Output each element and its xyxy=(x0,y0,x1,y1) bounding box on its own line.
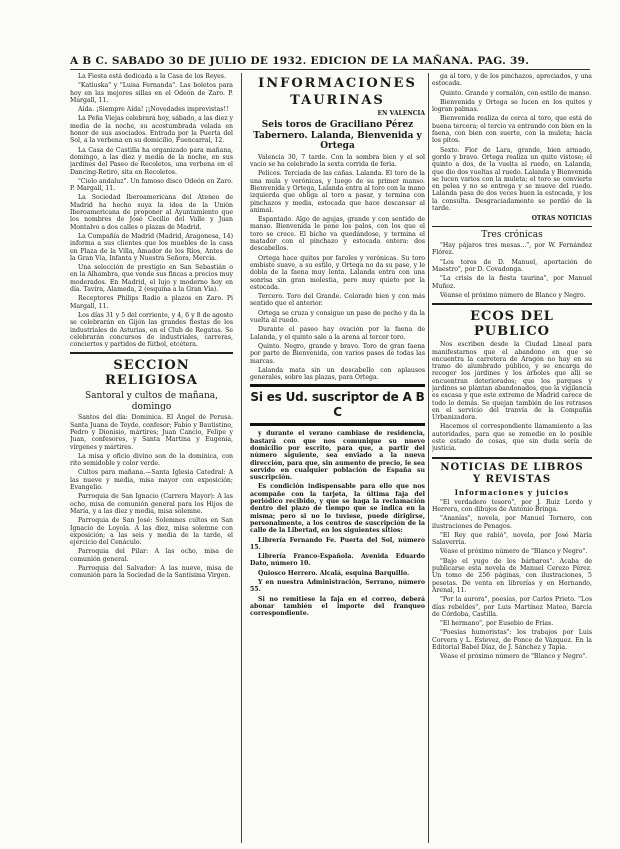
news-item: La Peña Viejas celebrará hoy, sábado, a las diez y media de la noche, su acostumbrada velada en honor de sus asociados. Entrada por la Puerta del Sol, a la verbena en su domicilio, Fuencarral, 12. xyxy=(70,115,233,145)
bullfight-paragraph: Pelices. Terciada de las cañas. Lalanda. El toro de la una mula y verónicas, y luego de su primer manso. Bienvenida y Ortega, Lalanda entra al toro con la mano izquierda que obliga al toro a pasar, y termina con pinchazos y media, estocada que hace descansar al animal. xyxy=(250,170,425,214)
section-religiosa-subtitle: Santoral y cultos de mañana, domingo xyxy=(85,391,218,412)
subscriber-address: Quiosco Herrero. Alcalá, esquina Barquillo. xyxy=(258,569,410,577)
religious-item: Santos del día: Dominica. El Ángel de Perusa. Santa Juana de Teyde, confesor; Fabio y Bautistino, Pedro y Dionisio, mártires; Juan Cancio, Felipe y Juan, confesores, y Santa Martina y Eugenia, vírgenes y mártires. xyxy=(70,414,233,451)
ecos-title: ECOS DEL PUBLICO xyxy=(470,309,554,340)
tres-cronicas-title: Tres crónicas xyxy=(481,229,543,240)
book-item: Véase el próximo número de "Blanco y Negro". xyxy=(440,653,588,661)
religious-item: Cultos para mañana.—Santa Iglesia Catedral: A las nueve y media, misa mayor con exposición; Evangelio. xyxy=(70,469,233,492)
bullfight-paragraph: Ortega hace quites por faroles y verónicas. Su toro embiste suave, a su estilo, y Ortega no da su pase, y le dobla de la faena muy lenta. Lalanda entra con una sonrisa sin gran molestia, pero muy quieto por la estocada. xyxy=(250,254,425,291)
news-item: Los días 31 y 5 del corriente, y 4, 6 y 8 de agosto se celebrarán en Gijón las grandes fiestas de los industriales de Asturias, en el Club de Regatas. Se celebrarán concursos de industriales, carreras, conciertos y partidos de fútbol, etcétera. xyxy=(70,311,233,349)
subscriber-paragraph: y durante el verano cambiase de residencia, bastará con que nos comunique su nuevo domicilio por escrito, para que, a partir del número siguiente, sea enviado a la nueva dirección, para que, sin aumento de precio, le sea servido en cualquier población de España su suscripción. xyxy=(250,430,425,482)
subscriber-address: Librería Franco-Española. Avenida Eduardo Dato, número 10. xyxy=(250,553,425,568)
subscriber-address: Y en nuestra Administración, Serrano, número 55. xyxy=(250,579,425,594)
column-2 xyxy=(250,73,425,843)
bullfight-paragraph: Tercero. Toro del Grande. Colorado bien y con más sentido que el anterior. xyxy=(250,293,425,308)
column-3 xyxy=(432,73,592,843)
informaciones-juicios-title: Informaciones y juicios xyxy=(454,487,570,497)
column-separator xyxy=(241,73,242,843)
section-divider xyxy=(432,303,592,305)
religious-item: Parroquia de San Ignacio (Carrera Mayor): A las ocho, misa de comunión general para los Hijos de María, y a las diez y media, misa solemne. xyxy=(70,493,233,515)
revistas-title: Y REVISTAS xyxy=(472,474,552,486)
news-item: "Katiuska" y "Luisa Fernanda". Las boletos para hoy en las mejores sillas en el Odeón de Zaro. P. Margall, 11. xyxy=(70,82,233,104)
header-rule xyxy=(70,69,590,70)
book-item: "Ananías", novela, por Manuel Tornero, con ilustraciones de Penagos. xyxy=(432,515,592,530)
section-divider xyxy=(432,457,592,459)
subscriber-address: Librería Fernando Fe. Puerta del Sol, número 15. xyxy=(250,536,425,551)
bullfight-paragraph: Bienvenida realiza de cerca al toro, que está de buena tercera; el tercio va entrando con bien en la faena, con bien con suerte, con la muleta; hacía los pitos. xyxy=(432,115,592,145)
section-divider xyxy=(432,226,592,227)
informaciones-title: INFORMACIONES xyxy=(258,76,417,91)
news-item: La Casa de Castilla ha organizado para mañana, domingo, a las diez y media de la noche, en sus jardines del Paseo de Recoletos, una verbena en el Dancing-Retiro, sita en Recoletos. xyxy=(70,146,233,176)
subscriber-paragraph: Es condición indispensable para ello que nos acompañe con la tarjeta, la última faja del periódico recibido, y que se haga la reclamación dentro del plazo de tiempo que se indica en la misma; pero si no lo tuviese, puede dirigirse, personalmente, a los centros de suscripción de la calle de la Libertad, en los siguientes sitios: xyxy=(250,483,425,535)
column-separator xyxy=(428,73,429,843)
section-divider xyxy=(70,352,233,354)
book-item: "El hermano", por Eusebio de Frías. xyxy=(440,620,554,628)
chronicle-item: Véanse el próximo número de Blanco y Negro. xyxy=(440,291,586,299)
bullfight-headline: Seis toros de Graciliano Pérez Tabernero. Lalanda, Bienvenida y Ortega xyxy=(253,120,422,152)
book-item: "Poesías humoristas": los trabajos por Luis Corvera y L. Estevez, de Ponce de Vázquez. En la Editorial Babel Díaz, de J. Sánchez y Tapia. xyxy=(432,629,592,652)
news-item: Aída. ¡Siempre Aída! ¡¡Novedades imprevistas!! xyxy=(78,106,229,114)
page-header: A B C. SABADO 30 DE JULIO DE 1932. EDICION DE LA MAÑANA. PAG. 39. xyxy=(70,55,530,67)
news-item: La Compañía de Madrid (Madrid, Aragonesa, 14) informa a sus clientes que los muebles de la casa en Plaza de la Villa, Amador de los Ríos, Antes de la Gran Vía, Infanta y Nuestra Señora, Mercia. xyxy=(70,232,233,262)
religious-item: La misa y oficio divino son de la dominica, con rito semidoble y color verde. xyxy=(70,452,233,468)
book-item: Véase el próximo número de "Blanco y Negro". xyxy=(440,548,588,556)
religious-item: Parroquia del Salvador: A las nueve, misa de comunión para la Sociedad de la Santísima Virgen. xyxy=(70,565,233,580)
bullfight-paragraph: Sexto. Flor de Lara, grande, bien armado, gordo y bravo. Ortega realiza un quite vistoso; el quinto a dos, de la vuelta al ruedo, en Lalanda, que dio dos vueltas al ruedo. Lalanda y Bienvenida se lucen varios con la muleta; el toro se convierte en pelea y no se entrega y se mueve del ruedo. Lalanda pasa de dos veces buen la estocada, y los la consulta. Desgraciadamente se perdió de la tarde. xyxy=(432,146,592,213)
religious-item: Parroquia de San José: Solemnes cultos en San Ignacio de Loyola. A las diez, misa solemne con exposición; a las seis y media de la tarde, el ejercicio del Cenáculo. xyxy=(70,517,233,547)
book-item: "Bajo el yugo de los bárbaros". Acaba de publicarse esta novela de Manuel Cerezo Pérez. Un tomo de 256 páginas, con ilustraciones, 5 pesetas. De venta en librerías y en Hernando, Arenal, 11. xyxy=(432,557,592,594)
bullfight-paragraph: Valencia 30, 7 tarde. Con la sombra bien y el sol vacío se ha celebrado la sexta corrida de feria. xyxy=(250,153,425,169)
chronicle-item: "Hay pájaros tres mesas...", por W. Fernández Flórez. xyxy=(432,242,592,257)
section-religiosa-title: SECCION RELIGIOSA xyxy=(105,358,198,389)
news-item: "Cielo andaluz". Un famoso disco Odeón en Zaro. P. Margall, 11. xyxy=(70,177,233,193)
bullfight-paragraph: Quinto. Negro, grande y bravo. Toro de gran faena por parte de Bienvenida, con varios pases de todas las marcas. xyxy=(250,342,425,365)
religious-item: Parroquia del Pilar: A las ocho, misa de comunión general. xyxy=(70,548,233,563)
subscriber-paragraph: Si no remitiese la faja en el correo, deberá abonar también el importe del franqueo correspondiente. xyxy=(250,595,425,618)
bullfight-paragraph: Durante el paseo hay ovación por la faena de Lalanda, y el quinto sale a la arena al tercer toro. xyxy=(250,326,425,341)
otras-noticias-title: OTRAS NOTICIAS xyxy=(531,215,592,223)
dateline-place: EN VALENCIA xyxy=(377,110,425,117)
bullfight-paragraph: Ortega se cruza y consigue un pase de pecho y da la vuelta al ruedo. xyxy=(250,309,425,325)
bullfight-paragraph: Espantado. Algo de agujas, grande y con sentido de manso. Bienvenida le pone los palos, con los que el toro se crece. El bicho va quedándose, y termina el matador con el pinchazo y estocada entera: dos descabellos. xyxy=(250,216,425,253)
bullfight-paragraph: Quinto. Grande y cornalón, con estilo de manso. xyxy=(440,89,592,97)
book-item: "El verdadero tesoro", por J. Ruiz Lerdo y Herrera, con dibujos de Antonio Bringa. xyxy=(432,498,592,513)
ecos-paragraph: Hacemos el correspondiente llamamiento a las autoridades, para que se remedie en lo posible este estado de cosas, que sin duda sería de justicia. xyxy=(432,423,592,453)
news-item: Receptores Philips Radio a plazos en Zaro. Pi Margall, 11. xyxy=(70,295,233,310)
noticias-libros-title: NOTICIAS DE LIBROS xyxy=(440,461,584,473)
bullfight-paragraph: ga al toro, y de los pinchazos, apreciados, y una estocada. xyxy=(432,73,592,88)
column-1 xyxy=(70,73,233,843)
ecos-paragraph: Nos escriben desde la Ciudad Lineal para manifestarnos que el abandono en que se encuentra la carretera de Aragón no hay en su tramo de alumbrado público, y se encarga de recoger los jardines y los árboles que allí se encuentran deteriorados; que los parques y jardines se plantan abandonados, que la vigilancia es escasa y que este extremo de Madrid carece de todo lo demás. Se quejan también de los retrasos en el servicio del tranvía de la Compañía Urbanizadora. xyxy=(432,341,592,422)
news-item: La Sociedad Iberoamericana del Ateneo de Madrid ha hecho suya la idea de la Unión Iberoamericana de proponer al Ayuntamiento que los nombres de José Cecilio del Valle y Juan Montalvo a dos calles o plazas de Madrid. xyxy=(70,194,233,231)
bullfight-paragraph: Bienvenida y Ortega se lucen en los quites y logran palmas. xyxy=(432,98,592,114)
chronicle-item: "Los toros de D. Manuel, aportación de Maestro", por D. Covadonga. xyxy=(432,258,592,274)
book-item: "Por la aurora", poesías, por Carlos Prieto. "Los días rebeldes", por Luis Martínez Mateo, Barcia de Córdoba, Castilla. xyxy=(432,596,592,618)
taurinas-title: TAURINAS xyxy=(290,93,385,108)
news-item: Una selección de prestigio en San Sebastián o en la Alhambra, que vende sus fincas a precios muy moderados. En Madrid, el lujo y moderno hoy en día. Tavira, Alameda, 2 (esquina a la Gran Vía). xyxy=(70,264,233,294)
subscriber-banner: Si es Ud. suscriptor de A B C xyxy=(250,384,425,426)
news-item: La Fiesta está dedicada a la Casa de los Reyes. xyxy=(78,73,226,80)
bullfight-paragraph: Lalanda mata sin un descabello con aplausos generales, sobre las plazas, para Ortega. xyxy=(250,366,425,382)
book-item: "El Rey que rabió", novela, por José María Salaverría. xyxy=(432,531,592,547)
chronicle-item: "La crisis de la fiesta taurina", por Manuel Muñoz. xyxy=(432,275,592,290)
